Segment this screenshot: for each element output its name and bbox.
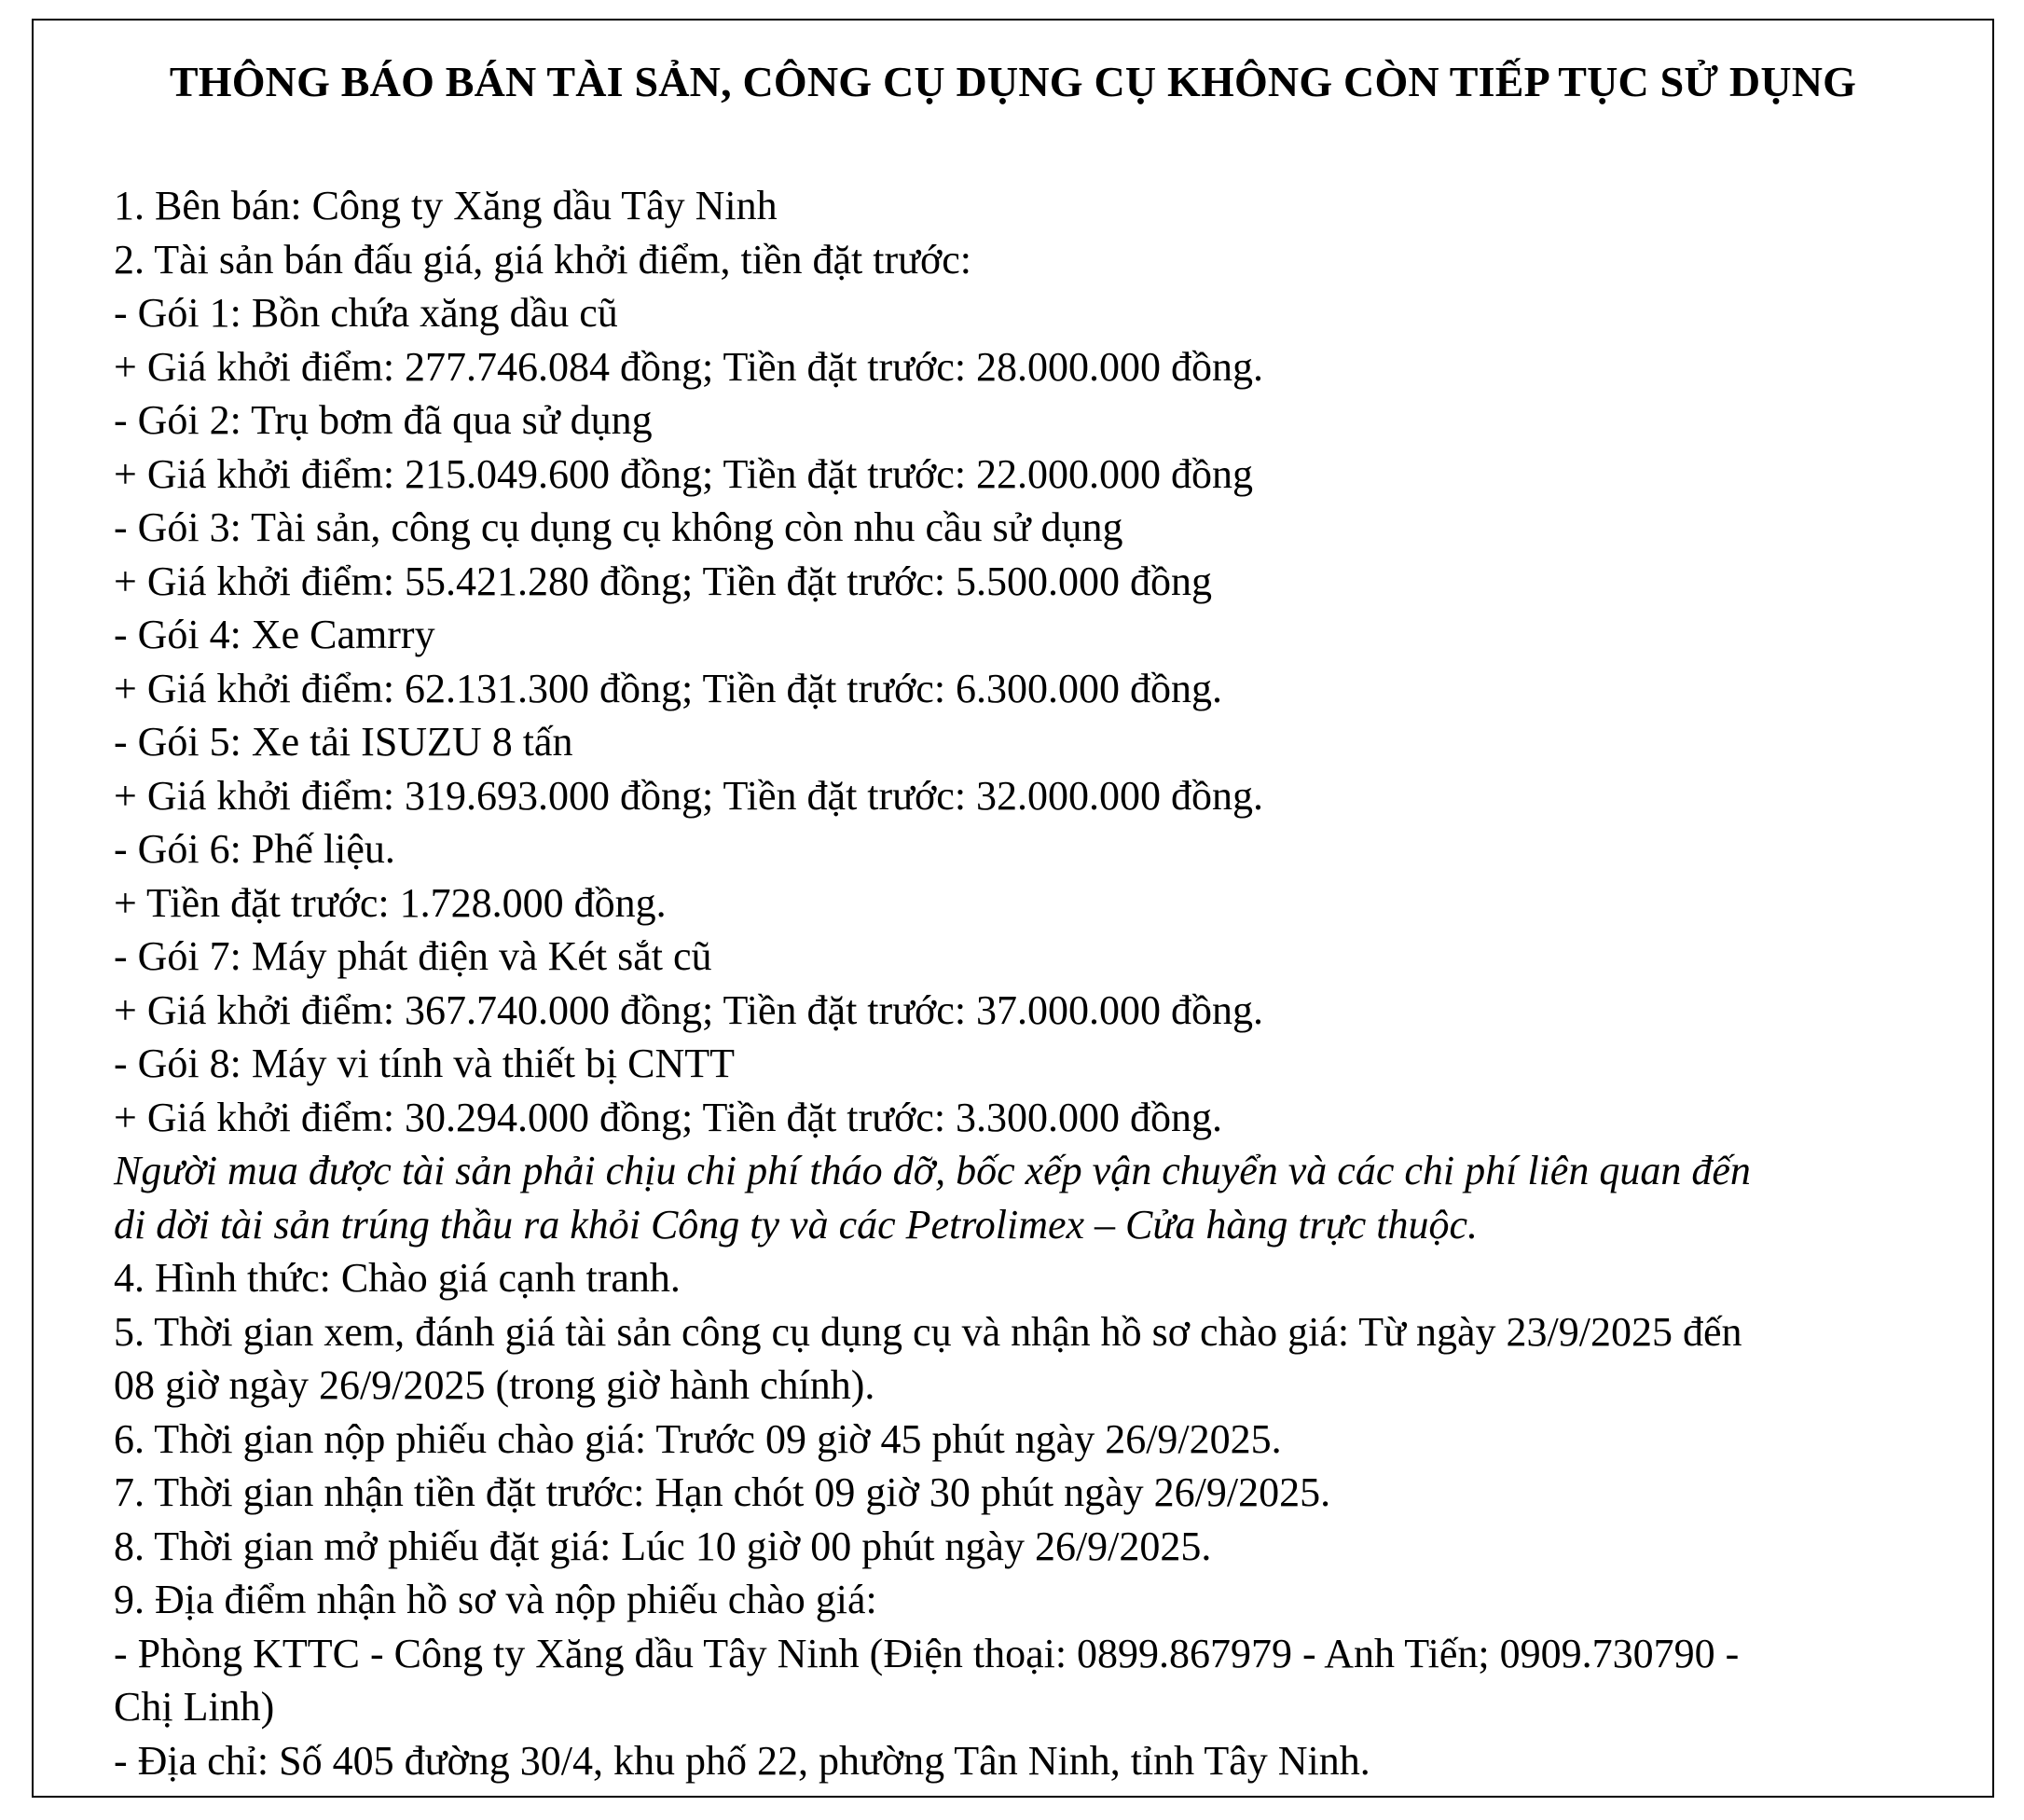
package-6-name: - Gói 6: Phế liệu. — [114, 826, 395, 872]
notice-title: THÔNG BÁO BÁN TÀI SẢN, CÔNG CỤ DỤNG CỤ KHÔNG CÒN TIẾP TỤC SỬ DỤNG — [169, 58, 1857, 105]
package-5-price: + Giá khởi điểm: 319.693.000 đồng; Tiền đặt trước: 32.000.000 đồng. — [114, 772, 1264, 819]
notice-box — [32, 19, 1994, 1798]
seller-line: 1. Bên bán: Công ty Xăng dầu Tây Ninh — [114, 183, 778, 228]
package-2-price: + Giá khởi điểm: 215.049.600 đồng; Tiền đặt trước: 22.000.000 đồng — [114, 450, 1254, 497]
buyer-note-line-2: di dời tài sản trúng thầu ra khỏi Công ty và các Petrolimex – Cửa hàng trực thuộc. — [114, 1201, 1479, 1248]
package-8-name: - Gói 8: Máy vi tính và thiết bị CNTT — [114, 1041, 736, 1086]
package-1-price: + Giá khởi điểm: 277.746.084 đồng; Tiền đặt trước: 28.000.000 đồng. — [114, 343, 1264, 390]
package-5-name: - Gói 5: Xe tải ISUZU 8 tấn — [114, 719, 573, 765]
location-office-line-1: - Phòng KTTC - Công ty Xăng dầu Tây Ninh (Điện thoại: 0899.867979 - Anh Tiến; 0909.730790 - — [114, 1630, 1740, 1676]
package-7-name: - Gói 7: Máy phát điện và Két sắt cũ — [114, 933, 712, 979]
buyer-note-line-1: Người mua được tài sản phải chịu chi phí tháo dỡ, bốc xếp vận chuyển và các chi phí liên quan đến — [114, 1148, 1751, 1193]
notice-body — [114, 179, 1997, 1787]
viewing-time-line-2: 08 giờ ngày 26/9/2025 (trong giờ hành chính). — [114, 1362, 875, 1408]
location-office-line-2: Chị Linh) — [114, 1684, 275, 1730]
package-8-price: + Giá khởi điểm: 30.294.000 đồng; Tiền đặt trước: 3.300.000 đồng. — [114, 1094, 1223, 1140]
package-2-name: - Gói 2: Trụ bơm đã qua sử dụng — [114, 397, 653, 443]
package-4-price: + Giá khởi điểm: 62.131.300 đồng; Tiền đặt trước: 6.300.000 đồng. — [114, 665, 1223, 711]
package-6-price: + Tiền đặt trước: 1.728.000 đồng. — [114, 879, 667, 926]
open-time-line: 8. Thời gian mở phiếu đặt giá: Lúc 10 giờ 00 phút ngày 26/9/2025. — [114, 1523, 1212, 1569]
package-3-name: - Gói 3: Tài sản, công cụ dụng cụ không còn nhu cầu sử dụng — [114, 504, 1123, 550]
package-4-name: - Gói 4: Xe Camrry — [114, 612, 435, 657]
package-7-price: + Giá khởi điểm: 367.740.000 đồng; Tiền đặt trước: 37.000.000 đồng. — [114, 986, 1264, 1033]
deposit-time-line: 7. Thời gian nhận tiền đặt trước: Hạn chót 09 giờ 30 phút ngày 26/9/2025. — [114, 1469, 1331, 1515]
assets-heading: 2. Tài sản bán đấu giá, giá khởi điểm, tiền đặt trước: — [114, 236, 972, 283]
form-line: 4. Hình thức: Chào giá cạnh tranh. — [114, 1255, 681, 1301]
viewing-time-line-1: 5. Thời gian xem, đánh giá tài sản công cụ dụng cụ và nhận hồ sơ chào giá: Từ ngày 23/9/2025 đến — [114, 1308, 1742, 1355]
location-heading: 9. Địa điểm nhận hồ sơ và nộp phiếu chào giá: — [114, 1577, 877, 1622]
submit-time-line: 6. Thời gian nộp phiếu chào giá: Trước 09 giờ 45 phút ngày 26/9/2025. — [114, 1415, 1282, 1462]
package-1-name: - Gói 1: Bồn chứa xăng dầu cũ — [114, 290, 618, 336]
address-line: - Địa chỉ: Số 405 đường 30/4, khu phố 22, phường Tân Ninh, tỉnh Tây Ninh. — [114, 1737, 1370, 1784]
package-3-price: + Giá khởi điểm: 55.421.280 đồng; Tiền đặt trước: 5.500.000 đồng — [114, 558, 1213, 604]
